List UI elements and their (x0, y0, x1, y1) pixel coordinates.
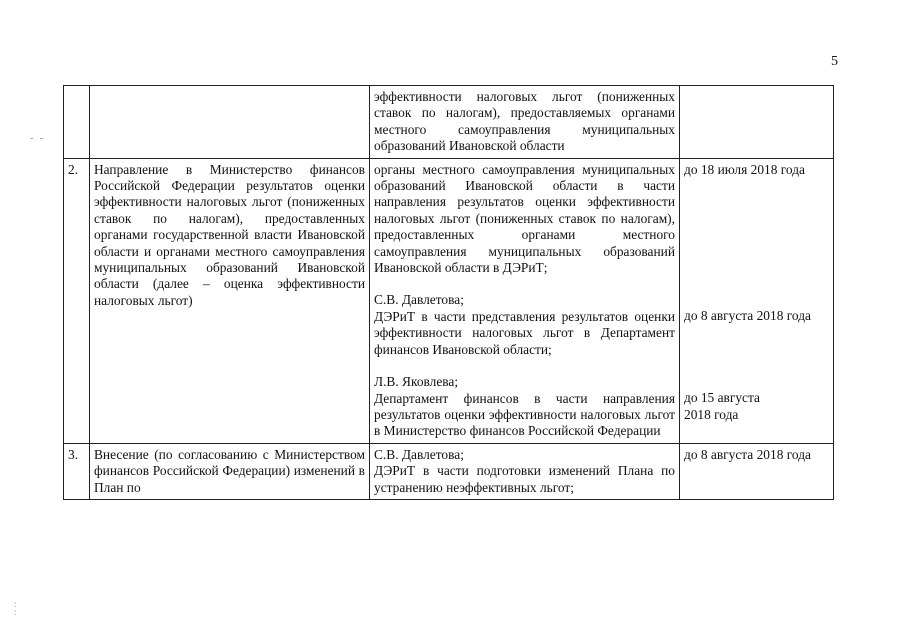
responsible-cell (370, 86, 680, 159)
page-number: 5 (831, 54, 838, 69)
responsible-text: эффективности налоговых льгот (пониженных ставок по налогам), предоставляемых органами местного самоуправления муниципальных образований Ивановской области (374, 89, 675, 154)
action-cell: Направление в Министерство финансов Российской Федерации результатов оценки эффективности налоговых льгот (пониженных ставок по налогам), предоставленных органами государственной власти Ивановской области и органами местного самоуправления муниципальных образований Ивановской области (далее – оценка эффективности налоговых льгот) (90, 158, 370, 443)
row-number: 3. (64, 443, 90, 499)
term-date: до 8 августа 2018 года (684, 446, 811, 462)
term-date: до 15 августа (684, 390, 760, 406)
corner-scan-mark: : : (14, 599, 17, 617)
term-cell (680, 443, 834, 499)
term-date: 2018 года (684, 406, 739, 422)
responsible-text: ДЭРиТ в части представления результатов оценки эффективности налоговых льгот в Департамент финансов Ивановской области; (374, 308, 675, 357)
row-number (64, 86, 90, 159)
row-number: 2. (64, 158, 90, 443)
term-cell (680, 86, 834, 159)
responsible-person: С.В. Давлетова; (374, 446, 464, 462)
action-cell (90, 86, 370, 159)
responsible-cell (370, 158, 680, 443)
responsible-cell (370, 443, 680, 499)
responsible-text: органы местного самоуправления муниципальных образований Ивановской области в части направления результатов оценки эффективности налоговых льгот (пониженных ставок по налогам), предоставленных органами местного самоуправления муниципальных образований Ивановской области в ДЭРиТ; (374, 161, 675, 276)
responsible-text: Департамент финансов в части направления результатов оценки эффективности налоговых льгот в Министерство финансов Российской Федерации (374, 390, 675, 439)
responsible-text: ДЭРиТ в части подготовки изменений Плана по устранению неэффективных льгот; (374, 463, 675, 495)
term-cell (680, 158, 834, 443)
action-cell: Внесение (по согласованию с Министерством финансов Российской Федерации) изменений в План по (90, 443, 370, 499)
table-row (64, 158, 834, 443)
term-date: до 8 августа 2018 года (684, 308, 811, 324)
table-row (64, 86, 834, 159)
margin-scan-mark: - - (30, 133, 46, 144)
term-date: до 18 июля 2018 года (684, 161, 805, 177)
responsible-person: С.В. Давлетова; (374, 292, 464, 308)
responsible-person: Л.В. Яковлева; (374, 374, 459, 390)
action-plan-table (63, 85, 834, 500)
table-row (64, 443, 834, 499)
